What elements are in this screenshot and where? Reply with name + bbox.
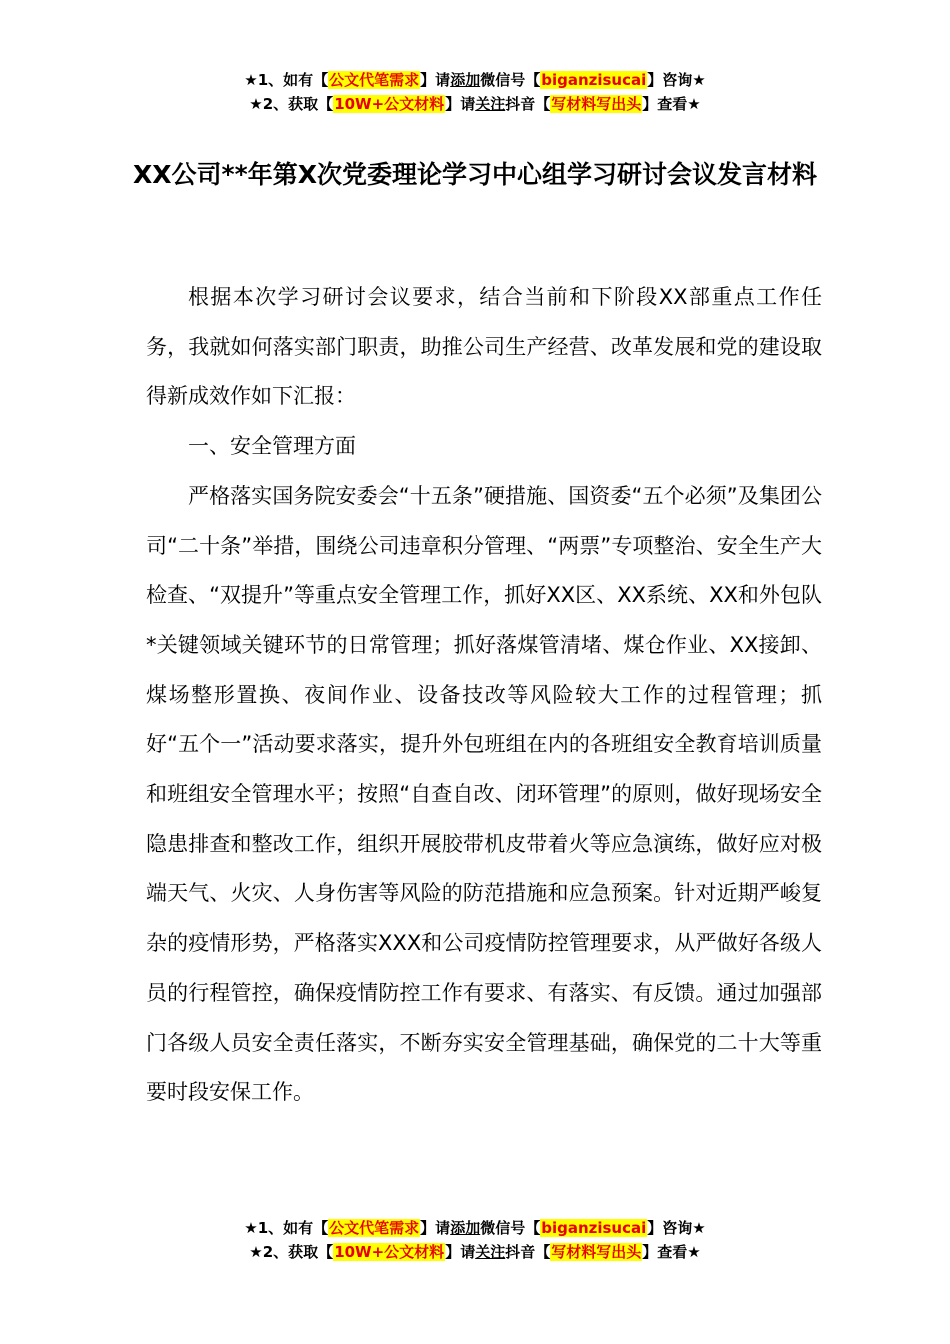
header-banner (0, 68, 950, 116)
banner-text: 抖音【 (505, 1243, 551, 1261)
banner-underlined-text: 添加 (450, 71, 481, 89)
banner-highlight: 10W+公文材料 (334, 1243, 445, 1261)
banner-text: 】查看★ (642, 95, 701, 113)
banner-underlined-text: 关注 (475, 1243, 506, 1261)
banner-underlined-text: 添加 (450, 1219, 481, 1237)
banner-text: 抖音【 (505, 95, 551, 113)
banner-highlight: biganzisucai (541, 1219, 647, 1237)
banner-line-1 (0, 68, 950, 92)
banner-text: 】咨询★ (647, 1219, 706, 1237)
banner-line-2 (0, 1240, 950, 1264)
paragraph-safety: 严格落实国务院安委会“十五条”硬措施、国资委“五个必须”及集团公司“二十条”举措，围绕公司违章积分管理、“两票”专项整治、安全生产大检查、“双提升”等重点安全管理工作，抓好XX区、XX系统、XX和外包队*关键领域关键环节的日常管理；抓好落煤管清堵、煤仓作业、XX接卸、煤场整形置换、夜间作业、设备技改等风险较大工作的过程管理；抓好“五个一”活动要求落实，提升外包班组在内的各班组安全教育培训质量和班组安全管理水平；按照“自查自改、闭环管理”的原则，做好现场安全隐患排查和整改工作，组织开展胶带机皮带着火等应急演练，做好应对极端天气、火灾、人身伤害等风险的防范措施和应急预案。针对近期严峻复杂的疫情形势，严格落实XXX和公司疫情防控管理要求，从严做好各级人员的行程管控，确保疫情防控工作有要求、有落实、有反馈。通过加强部门各级人员安全责任落实，不断夯实安全管理基础，确保党的二十大等重要时段安保工作。 (146, 483, 822, 1105)
document-title: XX公司**年第X次党委理论学习中心组学习研讨会议发言材料 (133, 160, 817, 189)
banner-text: 】请 (420, 1219, 451, 1237)
banner-text: 】请 (420, 71, 451, 89)
banner-text: 】请 (445, 95, 476, 113)
section-heading: 一、安全管理方面 (188, 434, 356, 459)
banner-highlight: 写材料写出头 (551, 1243, 642, 1261)
banner-text: 】咨询★ (647, 71, 706, 89)
banner-text: ★2、获取【 (249, 1243, 334, 1261)
banner-highlight: 写材料写出头 (551, 95, 642, 113)
banner-underlined-text: 关注 (475, 95, 506, 113)
banner-text: 】查看★ (642, 1243, 701, 1261)
banner-highlight: 10W+公文材料 (334, 95, 445, 113)
banner-highlight: 公文代笔需求 (329, 71, 420, 89)
banner-line-1 (0, 1216, 950, 1240)
paragraph-intro: 根据本次学习研讨会议要求，结合当前和下阶段XX部重点工作任务，我就如何落实部门职责，助推公司生产经营、改革发展和党的建设取得新成效作如下汇报： (146, 285, 822, 409)
footer-banner (0, 1216, 950, 1264)
banner-text: 微信号【 (480, 71, 541, 89)
banner-text: ★1、如有【 (244, 1219, 329, 1237)
banner-text: ★2、获取【 (249, 95, 334, 113)
banner-highlight: biganzisucai (541, 71, 647, 89)
document-body (146, 273, 822, 1118)
banner-line-2 (0, 92, 950, 116)
banner-text: 微信号【 (480, 1219, 541, 1237)
banner-highlight: 公文代笔需求 (329, 1219, 420, 1237)
banner-text: ★1、如有【 (244, 71, 329, 89)
banner-text: 】请 (445, 1243, 476, 1261)
